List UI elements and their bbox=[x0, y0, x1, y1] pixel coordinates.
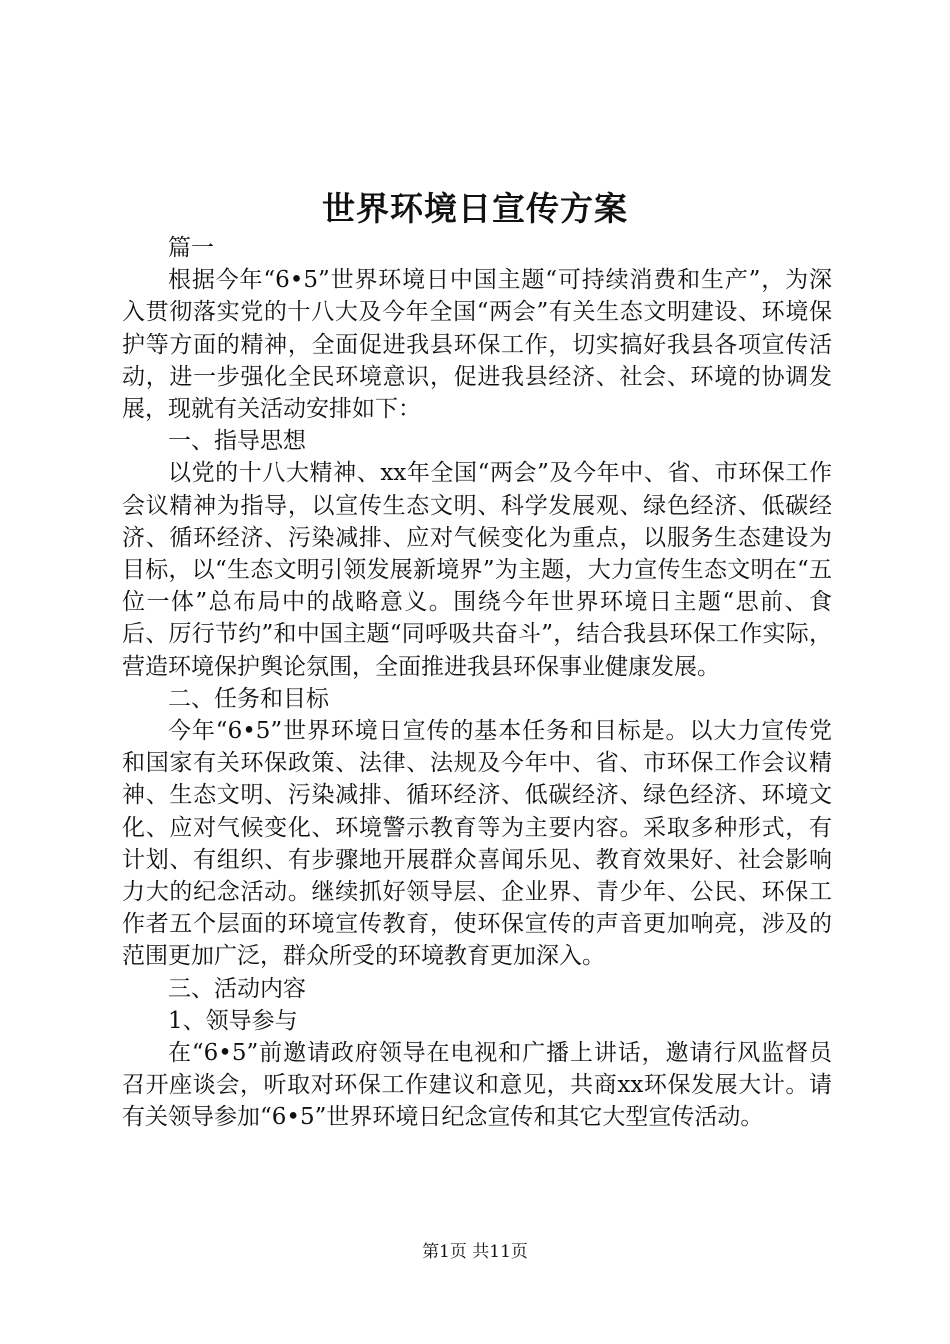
leadership-paragraph: 在“6•5”前邀请政府领导在电视和广播上讲话，邀请行风监督员召开座谈会，听取对环保工作建议和意见，共商xx环保发展大计。请有关领导参加“6•5”世界环境日纪念宣传和其它大型宣传活动。 bbox=[122, 1040, 832, 1131]
section-label: 篇一 bbox=[168, 235, 214, 261]
document-body bbox=[122, 232, 832, 1134]
guiding-ideology-paragraph: 以党的十八大精神、xx年全国“两会”及今年中、省、市环保工作会议精神为指导，以宣传生态文明、科学发展观、绿色经济、低碳经济、循环经济、污染减排、应对气候变化为重点，以服务生态建设为目标，以“生态文明引领发展新境界”为主题，大力宣传生态文明在“五位一体”总布局中的战略意义。围绕今年世界环境日主题“思前、食后、厉行节约”和中国主题“同呼吸共奋斗”，结合我县环保工作实际，营造环境保护舆论氛围，全面推进我县环保事业健康发展。 bbox=[122, 460, 832, 680]
tasks-goals-paragraph: 今年“6•5”世界环境日宣传的基本任务和目标是。以大力宣传党和国家有关环保政策、法律、法规及今年中、省、市环保工作会议精神、生态文明、污染减排、循环经济、低碳经济、绿色经济、环境文化、应对气候变化、环境警示教育等为主要内容。采取多种形式，有计划、有组织、有步骤地开展群众喜闻乐见、教育效果好、社会影响力大的纪念活动。继续抓好领导层、企业界、青少年、公民、环保工作者五个层面的环境宣传教育，使环保宣传的声音更加响亮，涉及的范围更加广泛，群众所受的环境教育更加深入。 bbox=[122, 718, 832, 970]
intro-paragraph: 根据今年“6•5”世界环境日中国主题“可持续消费和生产”，为深入贯彻落实党的十八大及今年全国“两会”有关生态文明建设、环境保护等方面的精神，全面促进我县环保工作，切实搞好我县各项宣传活动，进一步强化全民环境意识，促进我县经济、社会、环境的协调发展，现就有关活动安排如下： bbox=[122, 267, 832, 423]
heading-tasks-goals: 二、任务和目标 bbox=[168, 685, 329, 712]
subheading-leadership: 1、领导参与 bbox=[168, 1007, 298, 1034]
heading-activities: 三、活动内容 bbox=[168, 975, 306, 1002]
page-footer: 第1页 共11页 bbox=[422, 1242, 528, 1262]
document-title: 世界环境日宣传方案 bbox=[322, 189, 628, 228]
heading-guiding-ideology: 一、指导思想 bbox=[168, 428, 306, 455]
